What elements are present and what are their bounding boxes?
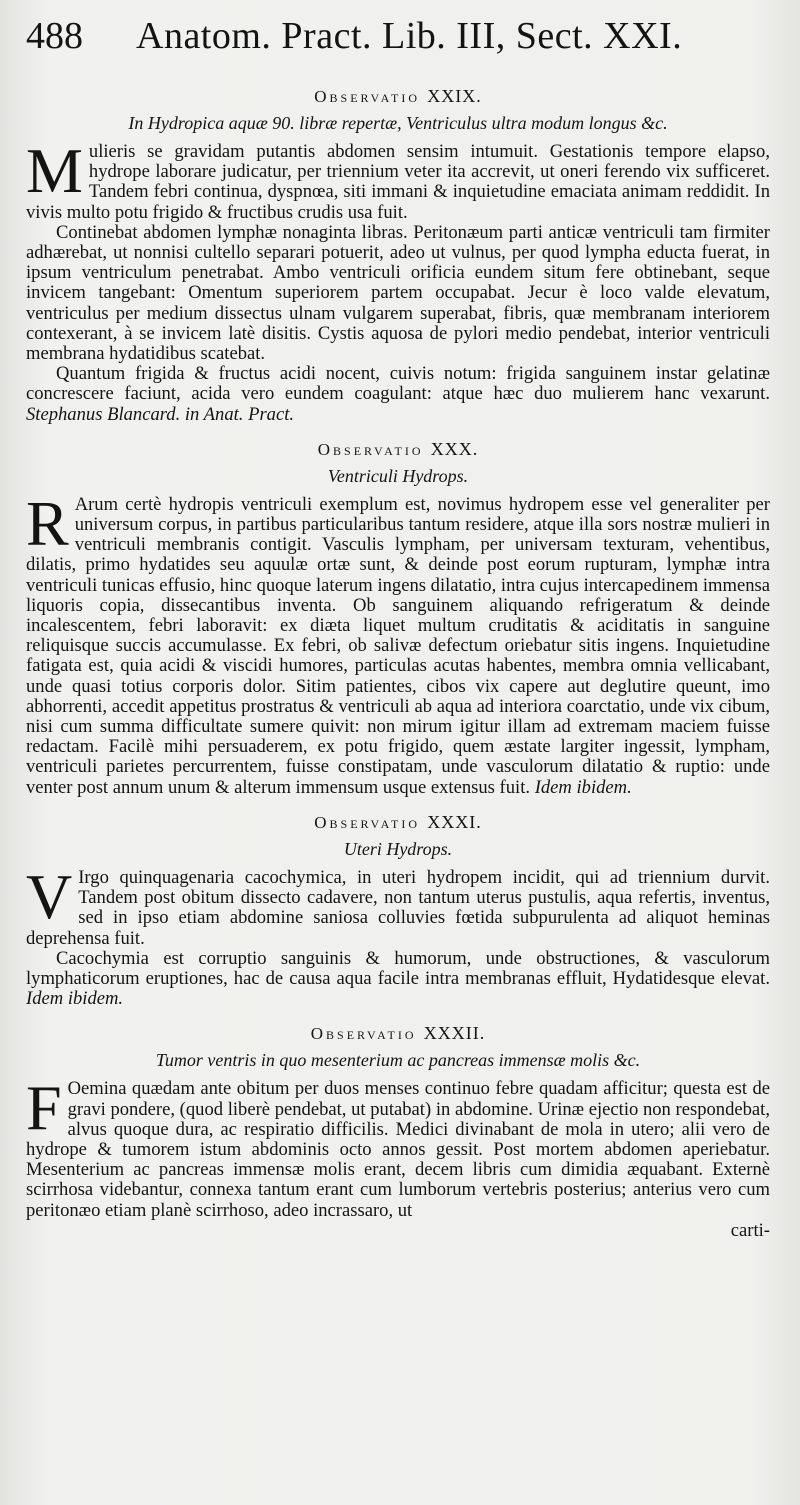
citation: Idem ibidem. — [534, 776, 632, 798]
paragraph: Arum certè hydropis ventriculi exemplum est, novimus hydropem esse vel generaliter per universum corpus, in partibus particularibus tantum residere, atque illa sors nostræ mulieri in ventriculi membranis contigit. Vasculis lympham, per universam texturam, vehentibus, dilatis, primo hydatides seu aquulæ ortæ sunt, & deinde post eorum rupturam, lymphæ intra ventriculi tunicas effusio, hinc quoque laterum ingens dilatatio, intra cujus intercapedinem immensa liquoris copia, dissecantibus inventa. Ob sanguinem aliquando refrigeratum & deinde incalescentem, febri laboravit: ex diæta liquet multum cruditatis & aciditatis in sanguine reliquisque succis accumulasse. Ex febri, ob salivæ defectum oriebatur sitis ingens. Inquietudine fatigata est, quia acidi & viscidi humores, particulas acutas habentes, membra omnia vellicabant, unde quasi totius corporis dolor. Sitim patientes, cibos vix capere aut deglutire queunt, imo abhorrenti, accedit appetitus prostratus & ventriculi ab aqua ad interiora coarctatio, unde vix cibum, nisi cum summa difficultate sumere quivit: non mirum igitur illam ad extremam maciem fuisse redactam. Facilè mihi persuaderem, ex potu frigido, quem æstate largiter ingessit, lympham, ventriculi parietes percurrentem, fuisse constipatam, unde vasculorum dilatatio & ruptio: unde venter post annum unum & alterum immensum usque extensus fuit. — [26, 493, 770, 798]
observation-label: Observatio — [314, 87, 421, 106]
paragraph: Irgo quinquagenaria cacochymica, in uteri hydropem incidit, qui ad triennium durvit. Tandem post obitum dissecto cadavere, non tantum uterus pustulis, aqua refertis, inventus, sed in ipso etiam abdomine saniosa colluvies fœtida subpurulenta ad aliquot heminas deprehensa fuit. — [26, 866, 770, 949]
citation: Idem ibidem. — [26, 988, 124, 1010]
observation-title — [26, 812, 770, 833]
catchword: carti- — [730, 1219, 770, 1241]
drop-cap: F — [26, 1072, 62, 1144]
paragraph-with-citation — [26, 364, 770, 425]
paragraph-with-citation — [26, 487, 770, 798]
paragraph: Quantum frigida & fructus acidi nocent, cuivis notum: frigida sanguinem instar gelatinæ concrescere faciunt, acida vero eundem coagulant: atque hæc duo mulierem hanc vexarunt. — [26, 363, 770, 405]
drop-cap: V — [26, 860, 73, 932]
observation-subtitle: In Hydropica aquæ 90. libræ repertæ, Ventriculus ultra modum longus &c. — [128, 113, 668, 133]
observation-label: Observatio — [314, 812, 421, 832]
observation-title — [26, 439, 770, 460]
observation-31 — [26, 812, 770, 1009]
observation-32 — [26, 1023, 770, 1240]
observation-30 — [26, 439, 770, 798]
observation-subtitle: Ventriculi Hydrops. — [327, 465, 469, 486]
observation-label: Observatio — [310, 1024, 417, 1044]
observation-number: XXXII. — [423, 1023, 486, 1044]
paragraph: Continebat abdomen lymphæ nonaginta libras. Peritonæum parti anticæ ventriculi tam firmiter adhærebat, ut nonnisi cultello separari potuerit, adeo ut vulnus, per quod lympha educta fuerat, in ipsum ventriculum penetrabat. Ambo ventriculi orificia eundem situm fere obtinebant, seque invicem tangebant: Omentum superiorem partem occupabat. Jecur è loco valde elevatum, ventriculus per medium dissectus ulnam vulgarem superabat, fibris, quæ membranam interiorem contexerant, à se invicem latè disitis. Cystis aquosa de pylori medio pendebat, interior ventriculi membrana hydatidibus scatebat. — [26, 221, 770, 365]
drop-cap: R — [26, 487, 69, 559]
observation-title — [26, 1023, 770, 1044]
observation-subtitle: Uteri Hydrops. — [343, 838, 453, 859]
observation-subtitle: Tumor ventris in quo mesenterium ac pancreas immensæ molis &c. — [155, 1050, 641, 1071]
paragraph: Oemina quædam ante obitum per duos menses continuo febre quadam afficitur; questa est de gravi pondere, (quod liberè pendebat, ut putabat) in abdomine. Urinæ ejectio non respondebat, alvus quoque dura, ac respiratio difficilis. Medici divinabant de mola in utero; alii vero de hydrope & tumorem istum abdominis octo annos gessit. Post mortem abdomen aperiebatur. Mesenterium ac pancreas immensæ molis erant, decem libris cum dimidia æquabant. Externè scirrhosa videbantur, connexa tantum erant cum lumborum vertebris posterius; anterius vero cum peritonæo etiam planè scirrhoso, adeo incrassaro, ut — [26, 1078, 770, 1221]
observation-title — [26, 86, 770, 107]
page-header — [26, 14, 770, 72]
paragraph-with-citation — [26, 949, 770, 1010]
page-number: 488 — [26, 15, 83, 57]
observation-label: Observatio — [317, 439, 424, 459]
observation-number: XXXI. — [427, 811, 482, 832]
observation-number: XXX. — [430, 438, 479, 459]
running-head: Anatom. Pract. Lib. III, Sect. XXI. — [136, 15, 683, 57]
citation: Stephanus Blancard. in Anat. Pract. — [26, 403, 295, 425]
observation-number: XXIX. — [427, 86, 482, 106]
observation-29 — [26, 86, 770, 425]
paragraph: ulieris se gravidam putantis abdomen sensim intumuit. Gestationis tempore elapso, hydrope laborare judicatur, per triennium veter ita accrevit, ut oneri ferendo vix sufficeret. Tandem febri continua, dyspnœa, siti immani & inquietudine emaciata animam reddidit. In vivis multo potu frigido & fructibus crudis usa fuit. — [26, 141, 770, 223]
drop-cap: M — [26, 135, 83, 206]
paragraph: Cacochymia est corruptio sanguinis & humorum, unde obstructiones, & vasculorum lymphaticorum eruptiones, hac de causa aqua facile intra membranas effluit, Hydatidesque elevat. — [26, 947, 770, 989]
